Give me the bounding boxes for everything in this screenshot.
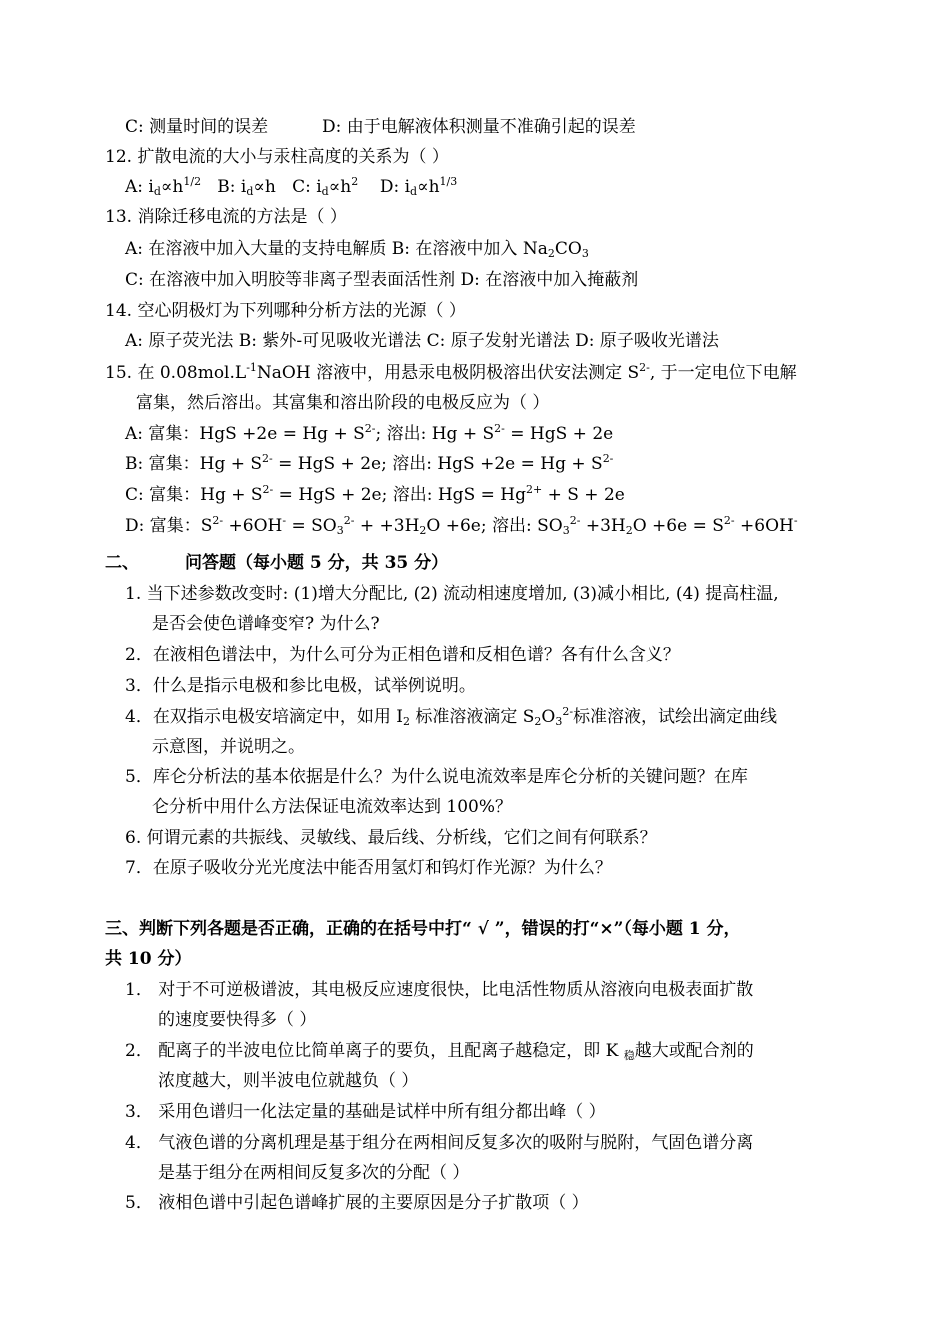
- q15-stem-line2: 富集，然后溶出。其富集和溶出阶段的电极反应为（ ）: [136, 393, 550, 413]
- s2-q2: 2．在液相色谱法中，为什么可分为正相色谱和反相色谱？各有什么含义？: [125, 645, 680, 665]
- q11-option-d: D: 由于电解液体积测量不准确引起的误差: [322, 117, 636, 137]
- q11-option-c: C: 测量时间的误差: [125, 117, 269, 137]
- s3-q3: 3． 采用色谱归一化法定量的基础是试样中所有组分都出峰（ ）: [125, 1102, 606, 1122]
- s3-q1-line1: 1． 对于不可逆极谱波，其电极反应速度很快，比电活性物质从溶液向电极表面扩散: [125, 980, 754, 1000]
- q15-option-c: C: 富集：$Hg + S^{2-}$ = HgS + 2e; 溶出: HgS = $Hg^{2+} + S + 2e$: [125, 483, 625, 505]
- s2-q1-line1: 1. 当下述参数改变时: (1)增大分配比, (2) 流动相速度增加, (3)减小相比, (4) 提高柱温,: [125, 584, 779, 604]
- s2-q5-line1: 5．库仑分析法的基本依据是什么？为什么说电流效率是库仑分析的关键问题？在库: [125, 767, 748, 787]
- q14-stem: 14. 空心阴极灯为下列哪种分析方法的光源（ ）: [105, 301, 466, 321]
- q15-option-b: B: 富集：$Hg + S^{2-}$ = HgS + 2e; 溶出: HgS $+2e = Hg + S^{2-}$: [125, 452, 614, 474]
- s2-q6: 6. 何谓元素的共振线、灵敏线、最后线、分析线，它们之间有何联系？: [125, 828, 657, 848]
- s3-q2-line1: 2． 配离子的半波电位比简单离子的要负，且配离子越稳定，即 K $_稳$越大或配合剂的: [125, 1041, 754, 1062]
- s2-q7: 7．在原子吸收分光光度法中能否用氢灯和钨灯作光源？为什么？: [125, 858, 612, 878]
- s2-q5-line2: 仑分析中用什么方法保证电流效率达到 100%？: [152, 797, 513, 817]
- q12-options: A: $i_d\propto h^{1/2}$ B: $i_d\propto h$ C: $i_d\propto h^2$ D: $i_d\propto h^{1/3}$: [125, 175, 458, 198]
- s2-q4-line2: 示意图，并说明之。: [152, 737, 305, 757]
- section2-title: 问答题（每小题 5 分，共 35 分）: [185, 553, 449, 573]
- s3-q4-line2: 是基于组分在两相间反复多次的分配（ ）: [158, 1163, 470, 1183]
- q12-stem: 12. 扩散电流的大小与汞柱高度的关系为（ ）: [105, 147, 449, 167]
- section2-number: 二、: [105, 553, 139, 573]
- q15-option-a: A: 富集：HgS $+2e = Hg + S^{2-}$; 溶出: $Hg + S^{2-}$ = HgS + 2e: [125, 422, 614, 444]
- s3-q4-line1: 4． 气液色谱的分离机理是基于组分在两相间反复多次的吸附与脱附，气固色谱分离: [125, 1133, 754, 1153]
- s2-q3: 3．什么是指示电极和参比电极，试举例说明。: [125, 676, 476, 696]
- q14-options: A: 原子荧光法 B: 紫外-可见吸收光谱法 C: 原子发射光谱法 D: 原子吸收光谱法: [125, 331, 719, 351]
- section3-title-line2: 共 10 分）: [105, 949, 192, 969]
- s3-q5: 5． 液相色谱中引起色谱峰扩展的主要原因是分子扩散项（ ）: [125, 1193, 589, 1213]
- s3-q1-line2: 的速度要快得多（ ）: [158, 1010, 317, 1030]
- q13-stem: 13. 消除迁移电流的方法是（ ）: [105, 207, 347, 227]
- section3-title-line1: 三、判断下列各题是否正确，正确的在括号中打“ √ ”，错误的打“×”（每小题 1 分，: [105, 919, 741, 939]
- s2-q1-line2: 是否会使色谱峰变窄? 为什么?: [152, 614, 380, 634]
- s2-q4-line1: 4．在双指示电极安培滴定中，如用 $I_2$ 标准溶液滴定 $S_2O_3^{2-}$标准溶液，试绘出滴定曲线: [125, 705, 778, 728]
- q15-stem-line1: 15. 在 $0.08mol.L^{-1}NaOH$ 溶液中，用悬汞电极阴极溶出伏安法测定 $S^{2-}$, 于一定电位下电解: [105, 361, 797, 383]
- q13-options-cd: C: 在溶液中加入明胶等非离子型表面活性剂 D: 在溶液中加入掩蔽剂: [125, 270, 639, 290]
- s3-q2-line2: 浓度越大，则半波电位就越负（ ）: [158, 1071, 419, 1091]
- q15-option-d: D: 富集：$S^{2-} +6OH^- = SO_3^{2-} + +3H_2O +6e$; 溶出: $SO_3^{2-} +3H_2O +6e = S^{2-} +6OH^-$: [125, 514, 798, 537]
- q13-options-ab: A: 在溶液中加入大量的支持电解质 B: 在溶液中加入 $Na_2CO_3$: [125, 239, 589, 260]
